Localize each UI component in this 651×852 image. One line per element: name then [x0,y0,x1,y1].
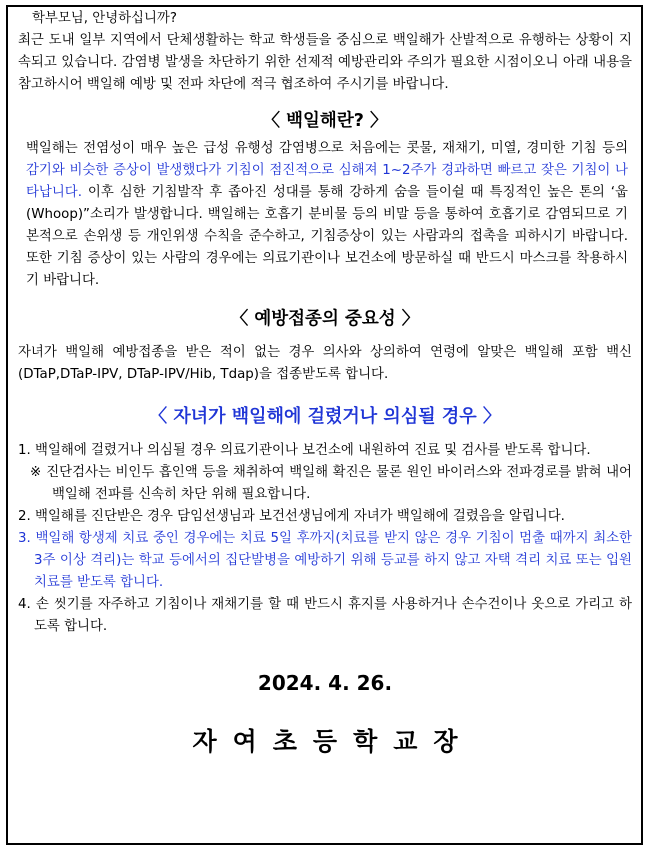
notice-date: 2024. 4. 26. [257,671,393,695]
action-item-4: 4. 손 씻기를 자주하고 기침이나 재채기를 할 때 반드시 휴지를 사용하거나 손수건이나 옷으로 가리고 하도록 합니다. [18,597,632,634]
action-item-3: 3. 백일해 항생제 치료 중인 경우에는 치료 5일 후까지(치료를 받지 않은 경우 기침이 멈출 때까지 최소한 3주 이상 격리)는 학교 등에서의 집단발병을 예방하기 위해 등교를 하지 않고 자택 격리 치료 또는 입원 치료를 받도록 합니다. [18,531,632,590]
pertussis-text-highlight: 감기와 비슷한 증상이 발생했다가 기침이 점진적으로 심해져 1~2주가 경과하면 빠르고 잦은 기침이 나타납니다. [26,163,628,200]
action-item-2: 2. 백일해를 진단받은 경우 담임선생님과 보건선생님에게 자녀가 백일해에 걸렸음을 알립니다. [18,509,565,524]
notice-content [18,8,632,760]
school-principal-signature: 자여초등학교장 [192,727,474,756]
pertussis-text-after: 이후 심한 기침발작 후 좁아진 성대를 통해 강하게 숨을 들이쉴 때 특징적인 높은 톤의 ‘웁(Whoop)”소리가 발생합니다. 백일해는 호흡기 분비물 등의 비말 등을 통하여 호흡기로 감염되므로 기본적으로 손위생 등 개인위생 수칙을 준수하고, 기침증상이 있는 사람과의 접촉을 피하시기 바랍니다. 또한 기침 증상이 있는 사람의 경우에는 의료기관이나 보건소에 방문하실 때 반드시 마스크를 착용하시기 바랍니다. [26,185,628,288]
section-title-infected: 〈 자녀가 백일해에 걸렸거나 의심될 경우 〉 [149,406,501,427]
pertussis-description [18,138,632,292]
section-title-vaccination: 〈 예방접종의 중요성 〉 [230,309,420,329]
action-item-1: 1. 백일해에 걸렸거나 의심될 경우 의료기관이나 보건소에 내원하여 진료 및 검사를 받도록 합니다. [18,443,591,458]
vaccination-text: 자녀가 백일해 예방접종을 받은 적이 없는 경우 의사와 상의하여 연령에 알맞은 백일해 포함 백신(DTaP,DTaP-IPV, DTaP-IPV/Hib, Tdap)을 접종받도록 합니다. [18,345,632,382]
pertussis-text-before: 백일해는 전염성이 매우 높은 급성 유행성 감염병으로 처음에는 콧물, 재채기, 미열, 경미한 기침 등의 [26,141,628,156]
greeting: 학부모님, 안녕하십니까? [32,11,177,26]
intro-paragraph: 최근 도내 일부 지역에서 단체생활하는 학교 학생들을 중심으로 백일해가 산발적으로 유행하는 상황이 지속되고 있습니다. 감염병 발생을 차단하기 위한 선제적 예방관리와 주의가 필요한 시점이오니 아래 내용을 참고하시어 백일해 예방 및 전파 차단에 적극 협조하여 주시기를 바랍니다. [18,33,632,92]
section-title-pertussis: 〈 백일해란? 〉 [262,111,388,131]
diagnosis-note: ※ 진단검사는 비인두 흡인액 등을 채취하여 백일해 확진은 물론 원인 바이러스와 전파경로를 밝혀 내어 백일해 전파를 신속히 차단 위해 필요합니다. [30,465,632,502]
